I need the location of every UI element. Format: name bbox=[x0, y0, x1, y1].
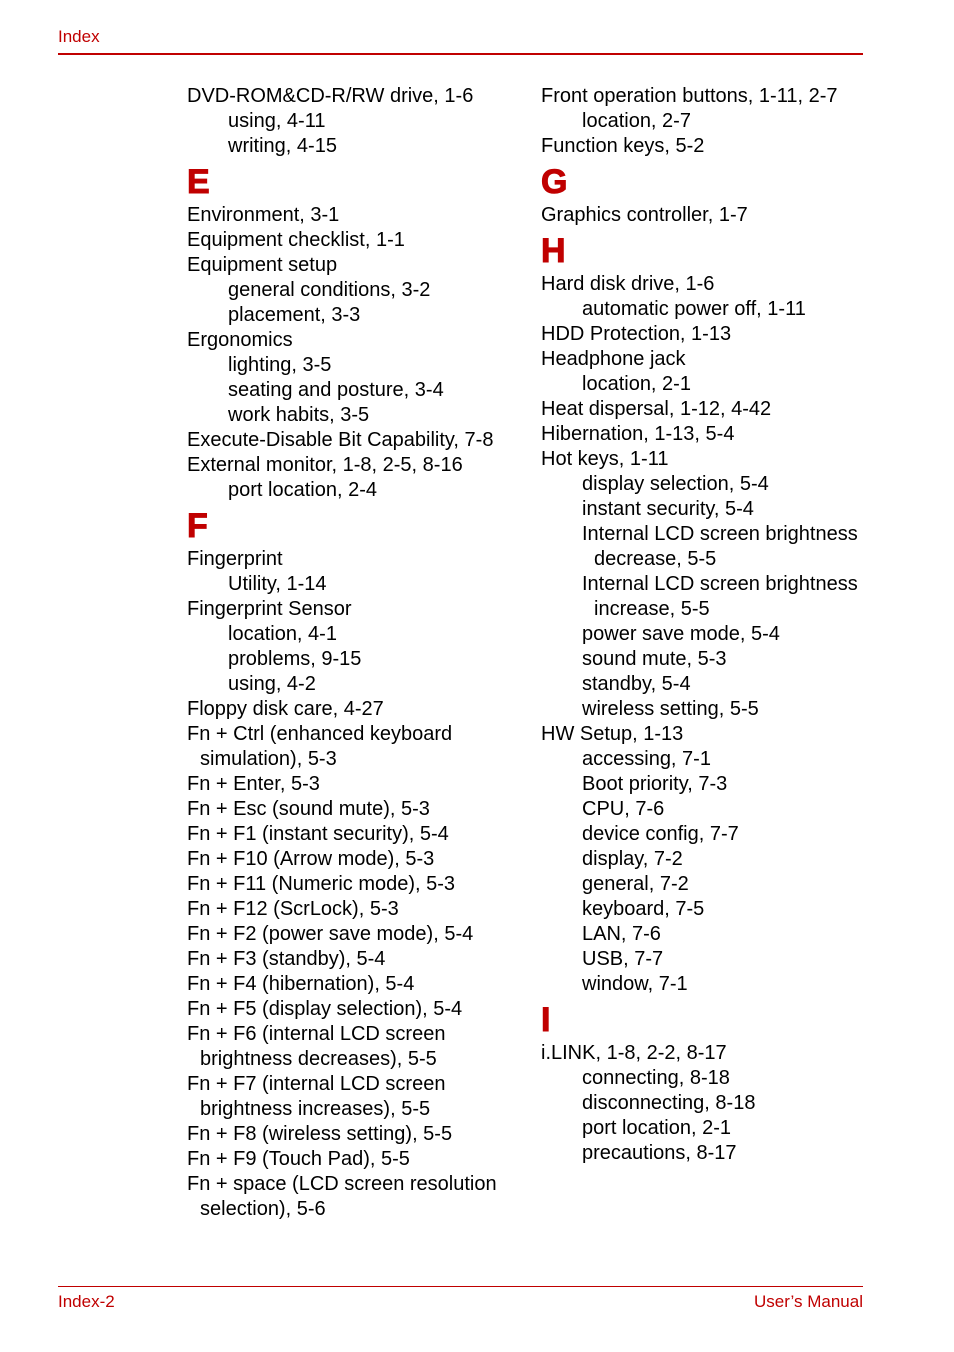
index-entry: Graphics controller, 1-7 bbox=[541, 204, 748, 226]
index-subentry: Boot priority, 7-3 bbox=[582, 773, 728, 795]
index-subentry: work habits, 3-5 bbox=[228, 404, 370, 426]
index-subentry: general conditions, 3-2 bbox=[228, 279, 431, 301]
index-entry: Hard disk drive, 1-6 bbox=[541, 273, 715, 295]
index-entry: Fn + F4 (hibernation), 5-4 bbox=[187, 973, 415, 995]
index-subentry: USB, 7-7 bbox=[582, 948, 664, 970]
index-entry: i.LINK, 1-8, 2-2, 8-17 bbox=[541, 1042, 727, 1064]
index-subentry: lighting, 3-5 bbox=[228, 354, 332, 376]
index-entry: Fn + F3 (standby), 5-4 bbox=[187, 948, 386, 970]
index-subentry: display, 7-2 bbox=[582, 848, 683, 870]
index-entry: Equipment setup bbox=[187, 254, 338, 276]
index-subentry: location, 2-7 bbox=[582, 110, 691, 132]
index-subentry: increase, 5-5 bbox=[594, 598, 710, 620]
index-subentry: disconnecting, 8-18 bbox=[582, 1092, 756, 1114]
index-subentry: keyboard, 7-5 bbox=[582, 898, 705, 920]
index-entry: Execute-Disable Bit Capability, 7-8 bbox=[187, 429, 494, 451]
index-subentry: precautions, 8-17 bbox=[582, 1142, 737, 1164]
index-subentry: location, 2-1 bbox=[582, 373, 691, 395]
manual-title: User’s Manual bbox=[754, 1292, 863, 1311]
index-subentry: display selection, 5-4 bbox=[582, 473, 769, 495]
index-subentry: device config, 7-7 bbox=[582, 823, 739, 845]
index-entry: Fn + F12 (ScrLock), 5-3 bbox=[187, 898, 399, 920]
index-entry: simulation), 5-3 bbox=[200, 748, 337, 770]
header-rule bbox=[58, 53, 863, 55]
index-section-letter: I bbox=[541, 1001, 551, 1039]
index-entry: Fn + F11 (Numeric mode), 5-3 bbox=[187, 873, 456, 895]
index-entry: Hot keys, 1-11 bbox=[541, 448, 669, 470]
index-subentry: using, 4-11 bbox=[228, 110, 326, 132]
index-entry: Fn + Esc (sound mute), 5-3 bbox=[187, 798, 430, 820]
index-entry: Front operation buttons, 1-11, 2-7 bbox=[541, 85, 838, 107]
index-entry: Fn + F5 (display selection), 5-4 bbox=[187, 998, 463, 1020]
index-entry: Function keys, 5-2 bbox=[541, 135, 705, 157]
index-entry: Environment, 3-1 bbox=[187, 204, 340, 226]
index-entry: Fn + Enter, 5-3 bbox=[187, 773, 320, 795]
index-subentry: automatic power off, 1-11 bbox=[582, 298, 806, 320]
index-entry: selection), 5-6 bbox=[200, 1198, 326, 1220]
index-subentry: LAN, 7-6 bbox=[582, 923, 661, 945]
footer-rule bbox=[58, 1286, 863, 1287]
index-entry: Ergonomics bbox=[187, 329, 293, 351]
index-entry: Equipment checklist, 1-1 bbox=[187, 229, 405, 251]
index-section-letter: G bbox=[541, 163, 568, 201]
index-subentry: problems, 9-15 bbox=[228, 648, 362, 670]
index-entry: Fn + F2 (power save mode), 5-4 bbox=[187, 923, 474, 945]
index-entry: Fn + F6 (internal LCD screen bbox=[187, 1023, 446, 1045]
index-entry: brightness decreases), 5-5 bbox=[200, 1048, 437, 1070]
index-section-letter: E bbox=[187, 163, 210, 201]
index-entry: Hibernation, 1-13, 5-4 bbox=[541, 423, 735, 445]
index-entry: Heat dispersal, 1-12, 4-42 bbox=[541, 398, 772, 420]
index-entry: Fn + F8 (wireless setting), 5-5 bbox=[187, 1123, 453, 1145]
index-subentry: general, 7-2 bbox=[582, 873, 689, 895]
index-subentry: accessing, 7-1 bbox=[582, 748, 711, 770]
index-entry: HDD Protection, 1-13 bbox=[541, 323, 732, 345]
index-subentry: writing, 4-15 bbox=[228, 135, 337, 157]
index-subentry: connecting, 8-18 bbox=[582, 1067, 730, 1089]
index-subentry: Internal LCD screen brightness bbox=[582, 573, 858, 595]
index-subentry: standby, 5-4 bbox=[582, 673, 691, 695]
index-section-letter: F bbox=[187, 507, 208, 545]
index-entry: Fn + F10 (Arrow mode), 5-3 bbox=[187, 848, 435, 870]
index-entry: Fn + Ctrl (enhanced keyboard bbox=[187, 723, 453, 745]
index-subentry: instant security, 5-4 bbox=[582, 498, 754, 520]
index-entry: Fingerprint bbox=[187, 548, 283, 570]
index-entry: HW Setup, 1-13 bbox=[541, 723, 684, 745]
index-subentry: seating and posture, 3-4 bbox=[228, 379, 444, 401]
index-subentry: sound mute, 5-3 bbox=[582, 648, 727, 670]
index-subentry: Utility, 1-14 bbox=[228, 573, 327, 595]
index-subentry: decrease, 5-5 bbox=[594, 548, 717, 570]
index-subentry: using, 4-2 bbox=[228, 673, 316, 695]
index-column-right bbox=[541, 84, 871, 1166]
index-entry: Floppy disk care, 4-27 bbox=[187, 698, 384, 720]
page-number: Index-2 bbox=[58, 1292, 115, 1311]
index-entry: DVD-ROM&CD-R/RW drive, 1-6 bbox=[187, 85, 474, 107]
index-subentry: CPU, 7-6 bbox=[582, 798, 665, 820]
index-subentry: port location, 2-1 bbox=[582, 1117, 731, 1139]
index-subentry: location, 4-1 bbox=[228, 623, 337, 645]
index-entry: Fn + F7 (internal LCD screen bbox=[187, 1073, 446, 1095]
index-entry: External monitor, 1-8, 2-5, 8-16 bbox=[187, 454, 463, 476]
index-subentry: power save mode, 5-4 bbox=[582, 623, 780, 645]
index-subentry: window, 7-1 bbox=[582, 973, 688, 995]
index-column-left bbox=[187, 84, 517, 1222]
index-section-letter: H bbox=[541, 232, 566, 270]
index-subentry: wireless setting, 5-5 bbox=[582, 698, 759, 720]
index-entry: brightness increases), 5-5 bbox=[200, 1098, 431, 1120]
index-entry: Fingerprint Sensor bbox=[187, 598, 352, 620]
index-subentry: port location, 2-4 bbox=[228, 479, 377, 501]
index-subentry: placement, 3-3 bbox=[228, 304, 361, 326]
index-entry: Fn + F9 (Touch Pad), 5-5 bbox=[187, 1148, 410, 1170]
index-entry: Headphone jack bbox=[541, 348, 686, 370]
index-subentry: Internal LCD screen brightness bbox=[582, 523, 858, 545]
page-header-title: Index bbox=[58, 27, 100, 46]
index-entry: Fn + space (LCD screen resolution bbox=[187, 1173, 497, 1195]
index-entry: Fn + F1 (instant security), 5-4 bbox=[187, 823, 449, 845]
